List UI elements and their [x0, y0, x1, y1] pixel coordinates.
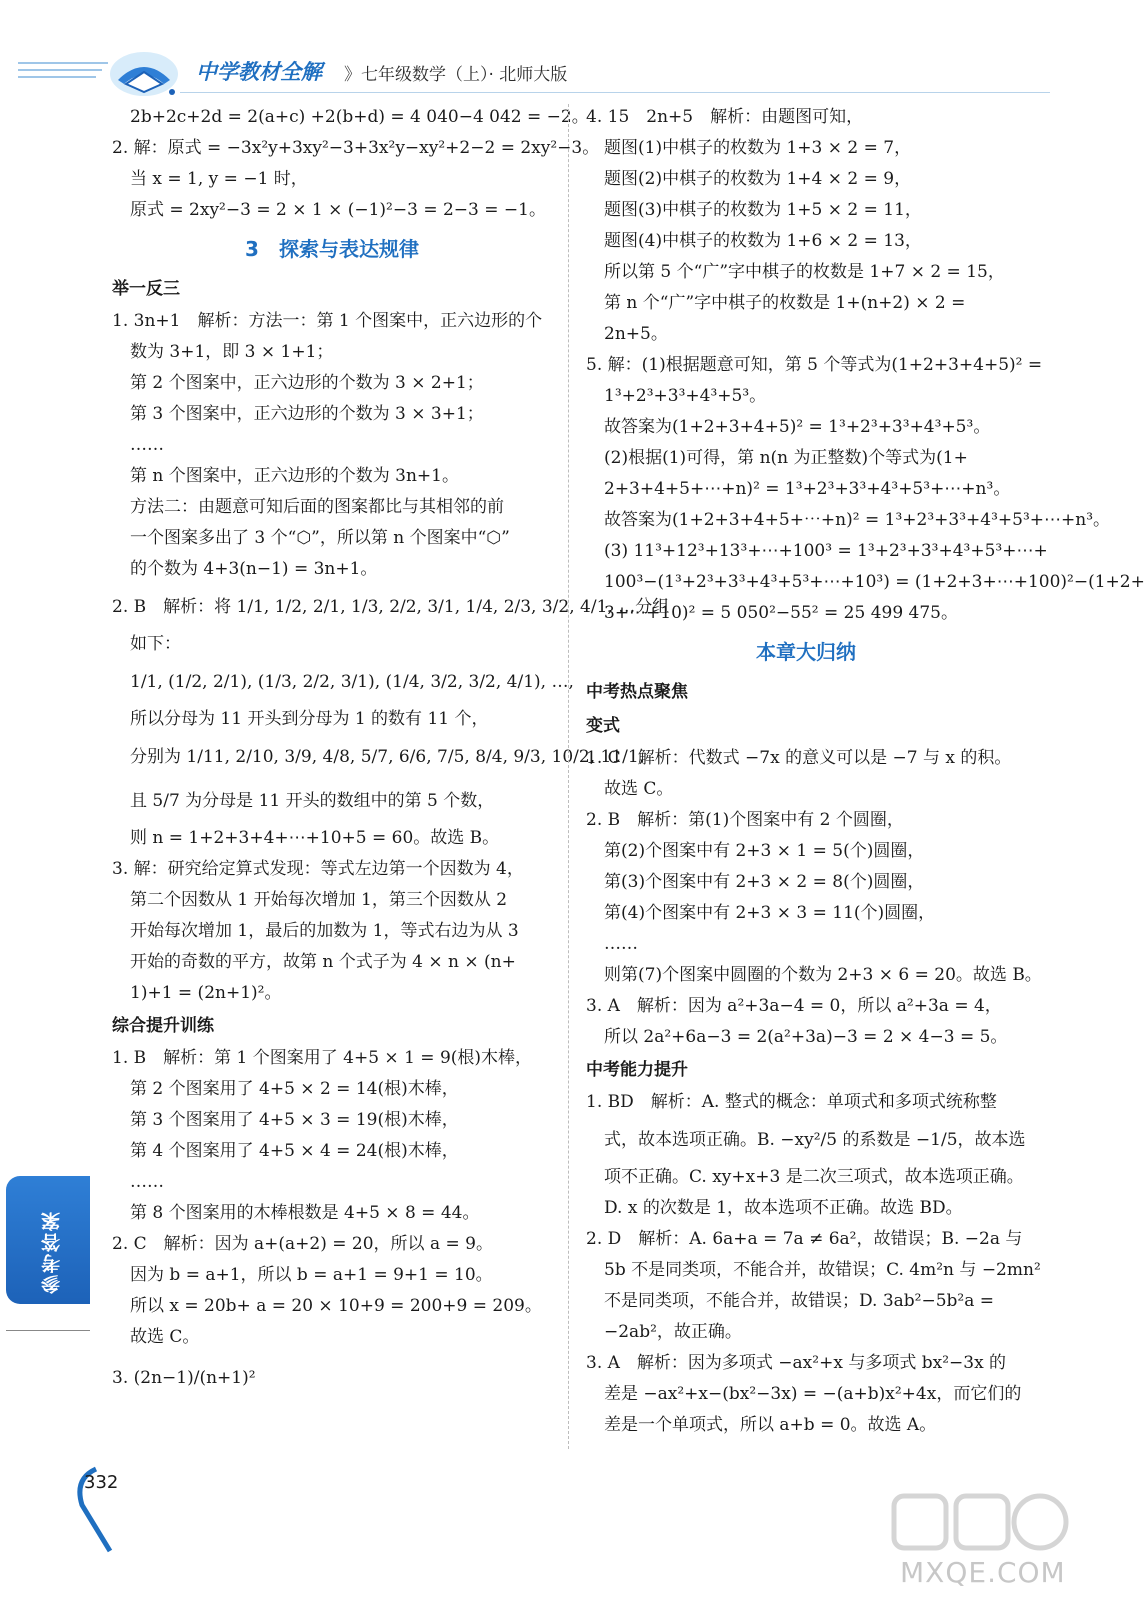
- text-line: 方法二：由题意可知后面的图案都比与其相邻的前: [130, 497, 504, 517]
- text-line: 因为 b = a+1，所以 b = a+1 = 9+1 = 10。: [130, 1265, 493, 1285]
- text-line: (2)根据(1)可得，第 n(n 为正整数)个等式为(1+: [604, 448, 968, 468]
- text-line: ……: [130, 1172, 164, 1192]
- side-rule: [6, 1330, 90, 1331]
- text-line: 题图(3)中棋子的枚数为 1+5 × 2 = 11，: [604, 200, 922, 220]
- text-line: 式，故本选项正确。B. −xy²/5 的系数是 −1/5，故本选: [604, 1130, 1026, 1150]
- text-line: 题图(1)中棋子的枚数为 1+3 × 2 = 7，: [604, 138, 912, 158]
- text-line: 且 5/7 为分母是 11 开头的数组中的第 5 个数，: [130, 791, 495, 811]
- text-line: 题图(4)中棋子的枚数为 1+6 × 2 = 13，: [604, 231, 922, 251]
- text-line: 第(2)个图案中有 2+3 × 1 = 5(个)圆圈，: [604, 841, 925, 861]
- text-line: 4. 15 2n+5 解析：由题图可知，: [586, 107, 864, 127]
- subsection-title: 举一反三: [112, 279, 180, 299]
- text-line: 2. B 解析：第(1)个图案中有 2 个圆圈，: [586, 810, 904, 830]
- text-line: 第 2 个图案中，正六边形的个数为 3 × 2+1；: [130, 373, 484, 393]
- text-line: 所以分母为 11 开头到分母为 1 的数有 11 个，: [130, 709, 489, 729]
- text-line: ……: [130, 435, 164, 455]
- text-line: 1. C 解析：代数式 −7x 的意义可以是 −7 与 x 的积。: [586, 748, 1012, 768]
- text-line: 5. 解：(1)根据题意可知，第 5 个等式为(1+2+3+4+5)² =: [586, 355, 1043, 375]
- text-line: 数为 3+1，即 3 × 1+1；: [130, 342, 334, 362]
- text-line: 题图(2)中棋子的枚数为 1+4 × 2 = 9，: [604, 169, 912, 189]
- text-line: 故选 C。: [130, 1327, 200, 1347]
- text-line: 3. (2n−1)/(n+1)²: [112, 1368, 256, 1388]
- text-line: D. x 的次数是 1，故本选项不正确。故选 BD。: [604, 1198, 963, 1218]
- text-line: 故选 C。: [604, 779, 674, 799]
- text-line: 第 n 个“广”字中棋子的枚数是 1+(n+2) × 2 =: [604, 293, 966, 313]
- answer-key-tab: [6, 1176, 90, 1304]
- text-line: 差是一个单项式，所以 a+b = 0。故选 A。: [604, 1415, 937, 1435]
- subsection-title: 中考能力提升: [586, 1060, 688, 1080]
- subsection-title: 中考热点聚焦: [586, 682, 688, 702]
- text-line: 当 x = 1, y = −1 时，: [130, 169, 308, 189]
- text-line: 如下：: [130, 634, 181, 654]
- text-line: 2b+2c+2d = 2(a+c) +2(b+d) = 4 040−4 042 = −2。: [130, 107, 589, 127]
- text-line: 第(3)个图案中有 2+3 × 2 = 8(个)圆圈，: [604, 872, 925, 892]
- book-subtitle: 》七年级数学（上）· 北师大版: [344, 65, 568, 85]
- section-title: 3 探索与表达规律: [245, 237, 419, 261]
- subsection-title: 综合提升训练: [112, 1016, 214, 1036]
- watermark-url: MXQE.COM: [900, 1556, 1066, 1589]
- text-line: 第二个因数从 1 开始每次增加 1，第三个因数从 2: [130, 890, 508, 910]
- book-logo-icon: [104, 44, 182, 100]
- text-line: 1)+1 = (2n+1)²。: [130, 983, 282, 1003]
- text-line: 2. 解：原式 = −3x²y+3xy²−3+3x²y−xy²+2−2 = 2xy²−3。: [112, 138, 600, 158]
- text-line: 第 3 个图案中，正六边形的个数为 3 × 3+1；: [130, 404, 484, 424]
- text-line: 第 n 个图案中，正六边形的个数为 3n+1。: [130, 466, 459, 486]
- text-line: 2n+5。: [604, 324, 668, 344]
- text-line: 1. 3n+1 解析：方法一：第 1 个图案中，正六边形的个: [112, 311, 543, 331]
- page-number: 332: [84, 1472, 119, 1493]
- text-line: 第 8 个图案用的木棒根数是 4+5 × 8 = 44。: [130, 1203, 480, 1223]
- section-title: 本章大归纳: [756, 640, 856, 664]
- text-line: 故答案为(1+2+3+4+5)² = 1³+2³+3³+4³+5³。: [604, 417, 991, 437]
- text-line: 3. A 解析：因为多项式 −ax²+x 与多项式 bx²−3x 的: [586, 1353, 1007, 1373]
- text-line: 故答案为(1+2+3+4+5+⋯+n)² = 1³+2³+3³+4³+5³+⋯+n³。: [604, 510, 1111, 530]
- text-line: 开始的奇数的平方，故第 n 个式子为 4 × n × (n+: [130, 952, 516, 972]
- text-line: 3. 解：研究给定算式发现：等式左边第一个因数为 4，: [112, 859, 524, 879]
- text-line: 2. C 解析：因为 a+(a+2) = 20，所以 a = 9。: [112, 1234, 493, 1254]
- header-decor-lines: [18, 62, 108, 83]
- text-line: 所以 2a²+6a−3 = 2(a²+3a)−3 = 2 × 4−3 = 5。: [604, 1027, 1008, 1047]
- text-line: (3) 11³+12³+13³+⋯+100³ = 1³+2³+3³+4³+5³+⋯+: [604, 541, 1048, 561]
- text-line: 第 3 个图案用了 4+5 × 3 = 19(根)木棒，: [130, 1110, 459, 1130]
- right-column: [586, 102, 1145, 1441]
- text-line: 1. B 解析：第 1 个图案用了 4+5 × 1 = 9(根)木棒，: [112, 1048, 533, 1068]
- text-line: 2. B 解析：将 1/1, 1/2, 2/1, 1/3, 2/2, 3/1, 1/4, 2/3, 3/2, 4/1, …分组: [112, 597, 670, 617]
- text-line: 不是同类项，不能合并，故错误；D. 3ab²−5b²a =: [604, 1291, 995, 1311]
- text-line: 2+3+4+5+⋯+n)² = 1³+2³+3³+4³+5³+⋯+n³。: [604, 479, 1011, 499]
- text-line: 开始每次增加 1，最后的加数为 1，等式右边为从 3: [130, 921, 519, 941]
- text-line: 1/1, (1/2, 2/1), (1/3, 2/2, 3/1), (1/4, 3/2, 3/2, 4/1), …,: [130, 672, 574, 692]
- header-rule: [180, 92, 1050, 93]
- text-line: 100³−(1³+2³+3³+4³+5³+⋯+10³) = (1+2+3+⋯+100)²−(1+2+: [604, 572, 1145, 592]
- text-line: 的个数为 4+3(n−1) = 3n+1。: [130, 559, 378, 579]
- text-line: −2ab²，故正确。: [604, 1322, 742, 1342]
- text-line: 差是 −ax²+x−(bx²−3x) = −(a+b)x²+4x，而它们的: [604, 1384, 1022, 1404]
- text-line: 项不正确。C. xy+x+3 是二次三项式，故本选项正确。: [604, 1167, 1024, 1187]
- subsection-title: 变式: [586, 716, 620, 736]
- text-line: 第 4 个图案用了 4+5 × 4 = 24(根)木棒，: [130, 1141, 459, 1161]
- page-header: [0, 0, 1090, 100]
- text-line: 1³+2³+3³+4³+5³。: [604, 386, 767, 406]
- book-title: 中学教材全解: [196, 60, 322, 84]
- column-divider: [568, 104, 569, 1449]
- text-line: 5b 不是同类项，不能合并，故错误；C. 4m²n 与 −2mn²: [604, 1260, 1041, 1280]
- text-line: 第 2 个图案用了 4+5 × 2 = 14(根)木棒，: [130, 1079, 459, 1099]
- text-line: 则第(7)个图案中圆圈的个数为 2+3 × 6 = 20。故选 B。: [604, 965, 1042, 985]
- answer-key-tab-label: 参考答案: [41, 1210, 63, 1294]
- text-line: 分别为 1/11, 2/10, 3/9, 4/8, 5/7, 6/6, 7/5, 8/4, 9/3, 10/2, 11/1,: [130, 747, 645, 767]
- text-line: 所以 x = 20b+ a = 20 × 10+9 = 200+9 = 209。: [130, 1296, 542, 1316]
- text-line: ……: [604, 934, 638, 954]
- text-line: 所以第 5 个“广”字中棋子的枚数是 1+7 × 2 = 15，: [604, 262, 1005, 282]
- text-line: 一个图案多出了 3 个“⬡”，所以第 n 个图案中“⬡”: [130, 528, 510, 548]
- text-line: 3. A 解析：因为 a²+3a−4 = 0，所以 a²+3a = 4，: [586, 996, 1002, 1016]
- text-line: 3+⋯+10)² = 5 050²−55² = 25 499 475。: [604, 603, 958, 623]
- text-line: 1. BD 解析：A. 整式的概念：单项式和多项式统称整: [586, 1092, 997, 1112]
- text-line: 第(4)个图案中有 2+3 × 3 = 11(个)圆圈，: [604, 903, 936, 923]
- text-line: 原式 = 2xy²−3 = 2 × 1 × (−1)²−3 = 2−3 = −1。: [130, 200, 546, 220]
- text-line: 2. D 解析：A. 6a+a = 7a ≠ 6a²，故错误；B. −2a 与: [586, 1229, 1023, 1249]
- text-line: 则 n = 1+2+3+4+⋯+10+5 = 60。故选 B。: [130, 828, 500, 848]
